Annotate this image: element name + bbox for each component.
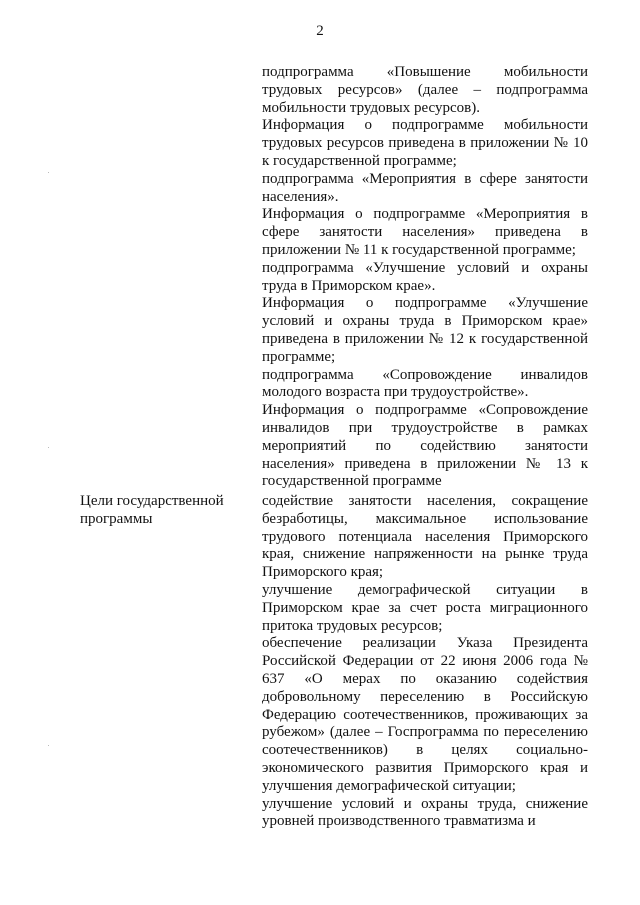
goal-paragraph: улучшение демографической ситуации в Приморском крае за счет роста миграционного притока трудовых ресурсов; <box>262 581 588 634</box>
goal-paragraph: обеспечение реализации Указа Президента Российской Федерации от 22 июня 2006 года № 637 «О мерах по оказанию содействия добровольному переселению в Российскую Федерацию соотечественников, проживающих за рубежом» (далее – Госпрограмма по переселению соотечественников) в целях социально-экономического развития Приморского края и улучшения демографической ситуации; <box>262 635 588 794</box>
goals-block <box>262 493 588 831</box>
goal-paragraph: содействие занятости населения, сокращение безработицы, максимальное использование трудового потенциала населения Приморского края, снижение напряженности на рынке труда Приморского края; <box>262 493 588 581</box>
scan-mark <box>48 172 49 173</box>
paragraph: подпрограмма «Мероприятия в сфере занятости населения». <box>262 170 588 205</box>
paragraph: Информация о подпрограмме «Улучшение условий и охраны труда в Приморском крае» приведена в приложении № 12 к государственной программе; <box>262 295 588 365</box>
scan-mark <box>48 447 49 448</box>
scan-mark <box>48 745 49 746</box>
paragraph: Информация о подпрограмме «Сопровождение инвалидов при трудоустройстве в рамках мероприятий по содействию занятости населения» приведена в приложении № 13 к государственной программе <box>262 402 588 490</box>
goals-label: Цели государственной программы <box>80 493 224 527</box>
paragraph: подпрограмма «Сопровождение инвалидов молодого возраста при трудоустройстве». <box>262 366 588 401</box>
paragraph: подпрограмма «Улучшение условий и охраны труда в Приморском крае». <box>262 259 588 294</box>
paragraph: Информация о подпрограмме «Мероприятия в сфере занятости населения» приведена в приложении № 11 к государственной программе; <box>262 206 588 258</box>
paragraph: Информация о подпрограмме мобильности трудовых ресурсов приведена в приложении № 10 к государственной программе; <box>262 117 588 169</box>
page-number: 2 <box>316 23 324 39</box>
paragraph: подпрограмма «Повышение мобильности трудовых ресурсов» (далее – подпрограмма мобильности трудовых ресурсов). <box>262 64 588 116</box>
subprograms-block <box>262 64 588 491</box>
goal-paragraph: улучшение условий и охраны труда, снижение уровней производственного травматизма и <box>262 795 588 830</box>
